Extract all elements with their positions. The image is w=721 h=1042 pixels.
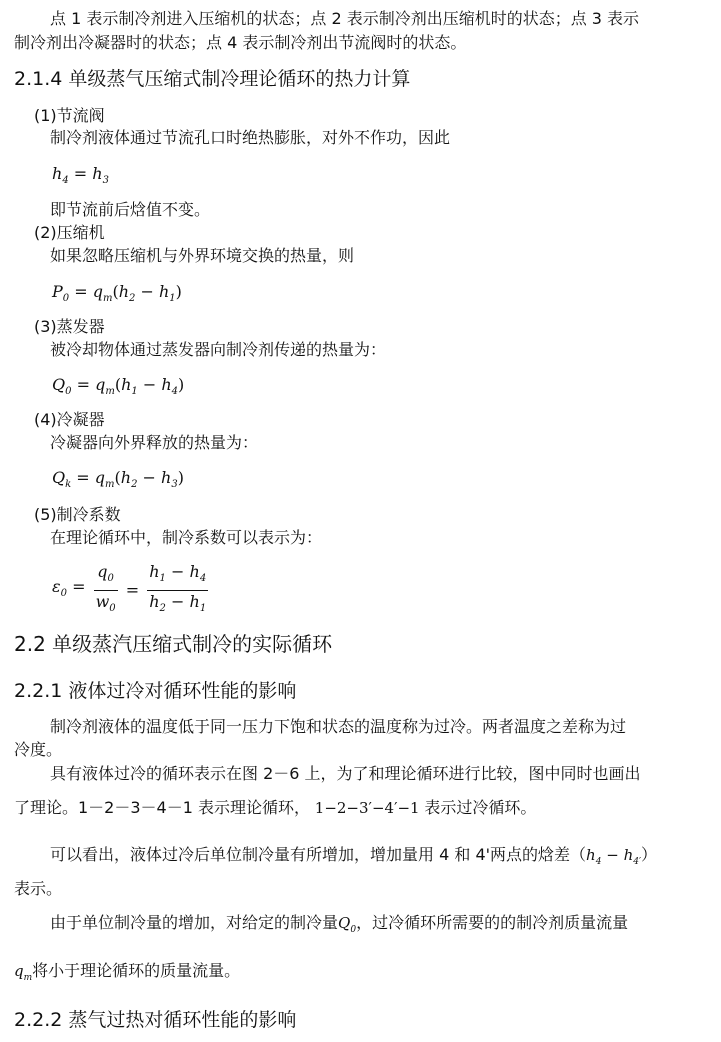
item-1-text: 制冷剂液体通过节流孔口时绝热膨胀，对外不作功，因此 bbox=[50, 128, 451, 147]
equation-qk: $Q_k = q_m(h_2 - h_3)$ bbox=[52, 468, 184, 491]
equation-h4-h3: $h_4 = h_3$ bbox=[52, 164, 109, 187]
intro-line-2: 制冷剂出冷凝器时的状态；点 4 表示制冷剂出节流阀时的状态。 bbox=[14, 33, 467, 52]
paragraph-2-line-2-end: 表示过冷循环。 bbox=[424, 798, 537, 817]
paragraph-1-line-2: 冷度。 bbox=[14, 740, 63, 759]
item-3-label: (3)蒸发器 bbox=[34, 317, 105, 336]
item-1-after: 即节流前后焓值不变。 bbox=[50, 200, 211, 219]
item-1-label: (1)节流阀 bbox=[34, 106, 105, 125]
equation-p0: $P_0 = q_m(h_2 - h_1)$ bbox=[52, 282, 182, 305]
item-4-label: (4)冷凝器 bbox=[34, 410, 105, 429]
paragraph-4-line-2-text: 将小于理论循环的质量流量。 bbox=[32, 961, 241, 980]
paragraph-3-line-1 bbox=[50, 844, 657, 873]
item-5-label: (5)制冷系数 bbox=[34, 505, 121, 524]
section-heading-2-2-2: 2.2.2 蒸气过热对循环性能的影响 bbox=[14, 1009, 297, 1031]
intro-line-1: 点 1 表示制冷剂进入压缩机的状态；点 2 表示制冷剂出压缩机时的状态；点 3 表示 bbox=[50, 9, 640, 28]
paragraph-4-line-1-end: ，过冷循环所需要的的制冷剂质量流量 bbox=[356, 913, 629, 932]
paragraph-2-line-2 bbox=[14, 797, 536, 819]
q0-symbol: $Q_0$ bbox=[338, 914, 357, 935]
item-5-text: 在理论循环中，制冷系数可以表示为： bbox=[50, 528, 323, 547]
paragraph-3-line-2: 表示。 bbox=[14, 879, 63, 898]
paragraph-3-line-1-start: 可以看出，液体过冷后单位制冷量有所增加，增加量用 4 和 4'两点的焓差（ bbox=[50, 845, 587, 864]
section-heading-2-2-1: 2.2.1 液体过冷对循环性能的影响 bbox=[14, 680, 297, 702]
equation-cop: $\varepsilon_0$ = $\frac{q_0}{w_0}$ = $\frac{h_1 - h_4}{h_2 - h_1}$ bbox=[52, 562, 207, 615]
item-3-text: 被冷却物体通过蒸发器向制冷剂传递的热量为： bbox=[50, 340, 387, 359]
paragraph-4-line-1-start: 由于单位制冷量的增加，对给定的制冷量 bbox=[50, 913, 339, 932]
enthalpy-difference: $h_4 - h_{4'}$ bbox=[586, 846, 642, 867]
paragraph-2-line-2-start: 了理论。1－2－3－4－1 表示理论循环， bbox=[14, 798, 310, 817]
subcooled-cycle-notation: 1−2−3′−4′−1 bbox=[314, 799, 420, 817]
paragraph-3-line-1-end: ） bbox=[641, 845, 658, 864]
section-heading-2-1-4: 2.1.4 单级蒸气压缩式制冷理论循环的热力计算 bbox=[14, 68, 411, 90]
paragraph-2-line-1: 具有液体过冷的循环表示在图 2－6 上，为了和理论循环进行比较，图中同时也画出 bbox=[50, 764, 641, 783]
item-2-label: (2)压缩机 bbox=[34, 223, 105, 242]
item-4-text: 冷凝器向外界释放的热量为： bbox=[50, 433, 259, 452]
section-heading-2-2: 2.2 单级蒸汽压缩式制冷的实际循环 bbox=[14, 632, 333, 656]
paragraph-1-line-1: 制冷剂液体的温度低于同一压力下饱和状态的温度称为过冷。两者温度之差称为过 bbox=[50, 717, 627, 736]
item-2-text: 如果忽略压缩机与外界环境交换的热量，则 bbox=[50, 246, 355, 265]
paragraph-4-line-2 bbox=[14, 960, 240, 989]
paragraph-4-line-1 bbox=[50, 912, 628, 941]
qm-symbol: $q_m$ bbox=[14, 962, 33, 983]
equation-q0: $Q_0 = q_m(h_1 - h_4)$ bbox=[52, 375, 185, 398]
